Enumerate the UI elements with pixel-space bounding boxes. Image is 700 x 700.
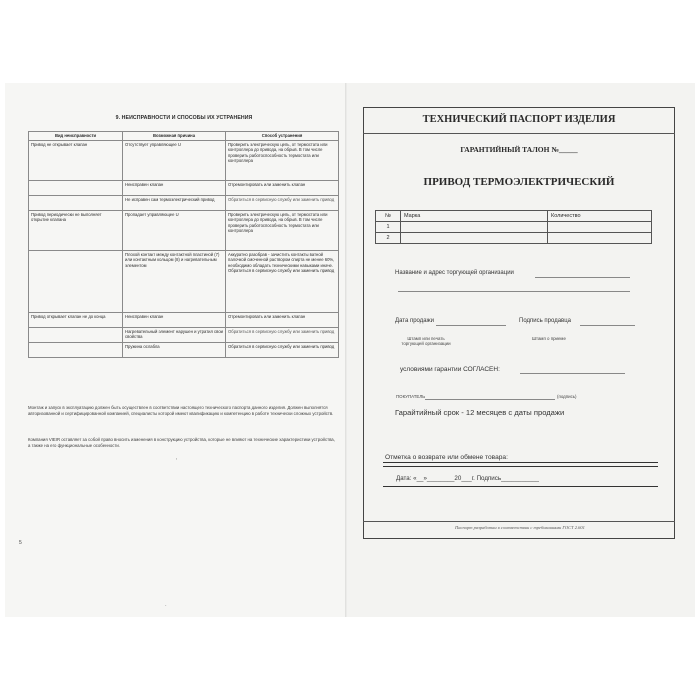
return-label: Отметка о возврате или обмене товара: [385,454,508,461]
installation-note: Монтаж и запуск в эксплуатацию должен быть осуществлен в соответствии настоящего технического паспорта данного изделия. Должен выполнятся авторизованной и сертифицированной компанией, специалисты которой имеют квалификацию и компетенцию в работе технически сложных устройств. [28,405,334,417]
scan-mark: · [165,603,167,609]
header-fix: Способ устранения [226,132,339,141]
warranty-period: Гарайтийный срок - 12 месяцев с даты продажи [395,408,565,417]
cause-cell: Отсутствует управляющее U [123,141,226,181]
fault-table [28,131,339,358]
fix-cell: Проверить электрическую цепь, от термостата или контроллера до привода, на обрыв. В том числе проверить работоспособность термостата или контроллера [226,141,339,181]
fault-cell [29,196,123,211]
cause-cell: Нагревательный элемент нарушен и утратил свои свойства [123,328,226,343]
table-row [29,328,339,343]
header-quantity: Количество [548,211,652,222]
table-header-row [29,132,339,141]
fault-cell [29,251,123,313]
header-brand: Марка [401,211,548,222]
fault-cell [29,343,123,358]
table-row [29,251,339,313]
fault-cell: Привод открывает клапан не до конца [29,313,123,328]
fix-cell: Обратиться в сервисную службу или заменить привод [226,328,339,343]
gost-footnote: Паспорт разработан в соответствии с требованиями ГОСТ 2.601 [455,525,585,530]
footer-divider [363,521,675,522]
return-line-2 [383,466,658,467]
cause-cell: Неисправен клапан [123,313,226,328]
table-row [376,233,652,244]
table-row [29,141,339,181]
stamp-shop-label: Штамп о приеме [532,336,566,341]
table-row [29,343,339,358]
manufacturer-note: Компания VIEIR оставляет за собой право вносить изменения в конструкцию устройства, которые не влияют на технические характеристики устройства, а также на его функциональные особенности. [28,437,335,449]
scan-mark: , [176,455,178,461]
fault-cell: Привод периодически не выполняет открытие клапана [29,211,123,251]
seller-sign-label: Подпись продавца [519,318,572,324]
buyer-label: ПОКУПАТЕЛЬ [396,394,426,399]
fault-cell [29,181,123,196]
cause-cell: Пропадает управляющее U [123,211,226,251]
return-date-line: Дата: «__»________20___г. Подпись___________ [396,475,539,482]
return-line-3 [383,486,658,487]
brand-cell [401,222,548,233]
return-line-1 [383,462,658,463]
fault-cell [29,328,123,343]
cause-cell: Плохой контакт между контактной пластиной (7) или контактным кольцом (8) и нагревательным элементом [123,251,226,313]
fix-cell: Аккуратно разобрав - зачистить контакты ватной палочкой смоченной раствором спирта не менее 60%, необходимо обладать техническими навыками иначе. Обратиться в сервисную службу или заменить привод [226,251,339,313]
header-fault: Вид неисправности [29,132,123,141]
cause-cell: Не исправен сам термоэлектрический привод [123,196,226,211]
page-number: 5 [19,540,22,546]
row-number: 2 [376,233,401,244]
buyer-sign-label: (подпись) [557,394,577,399]
page-fold [345,83,347,617]
quantity-cell [548,233,652,244]
fix-cell: Обратиться в сервисную службу или заменить привод [226,343,339,358]
fix-cell: Отремонтировать или заменить клапан [226,313,339,328]
title-divider [363,133,675,134]
table-row [29,313,339,328]
fault-cell: Привод не открывает клапан [29,141,123,181]
conditions-label: условиями гарантии СОГЛАСЕН: [400,366,500,373]
table-row [29,211,339,251]
brand-cell [401,233,548,244]
sale-date-label: Дата продажи [395,318,434,324]
fix-cell: Отремонтировать или заменить клапан [226,181,339,196]
section-title: 9. НЕИСПРАВНОСТИ И СПОСОБЫ ИХ УСТРАНЕНИЯ [115,115,253,121]
cause-cell: Пружина ослабла [123,343,226,358]
seller-sign-line [580,325,635,326]
org-label: Название и адрес торгующей организации [395,270,514,276]
conditions-line [520,373,625,374]
header-number: № [376,211,401,222]
cause-cell: Неисправен клапан [123,181,226,196]
warranty-coupon-title: ГАРАНТИЙНЫЙ ТАЛОН №_____ [460,145,578,154]
buyer-line [425,399,555,400]
row-number: 1 [376,222,401,233]
passport-title: ТЕХНИЧЕСКИЙ ПАСПОРТ ИЗДЕЛИЯ [422,114,616,125]
org-line [535,277,630,278]
header-cause: Возможная причина [123,132,226,141]
product-title: ПРИВОД ТЕРМОЭЛЕКТРИЧЕСКИЙ [423,176,615,188]
table-header-row [376,211,652,222]
table-row [376,222,652,233]
quantity-cell [548,222,652,233]
product-table [375,210,652,244]
fix-cell: Проверить электрическую цепь, от термостата или контроллера до привода, на обрыв. В том числе проверить работоспособность термостата или контроллера [226,211,339,251]
table-row [29,181,339,196]
table-row [29,196,339,211]
fix-cell: Обратиться в сервисную службу или заменить привод [226,196,339,211]
org-line-2 [398,291,630,292]
sale-date-line [436,325,506,326]
stamp-org-label: Штамп или печать торгующей организации [401,336,451,346]
